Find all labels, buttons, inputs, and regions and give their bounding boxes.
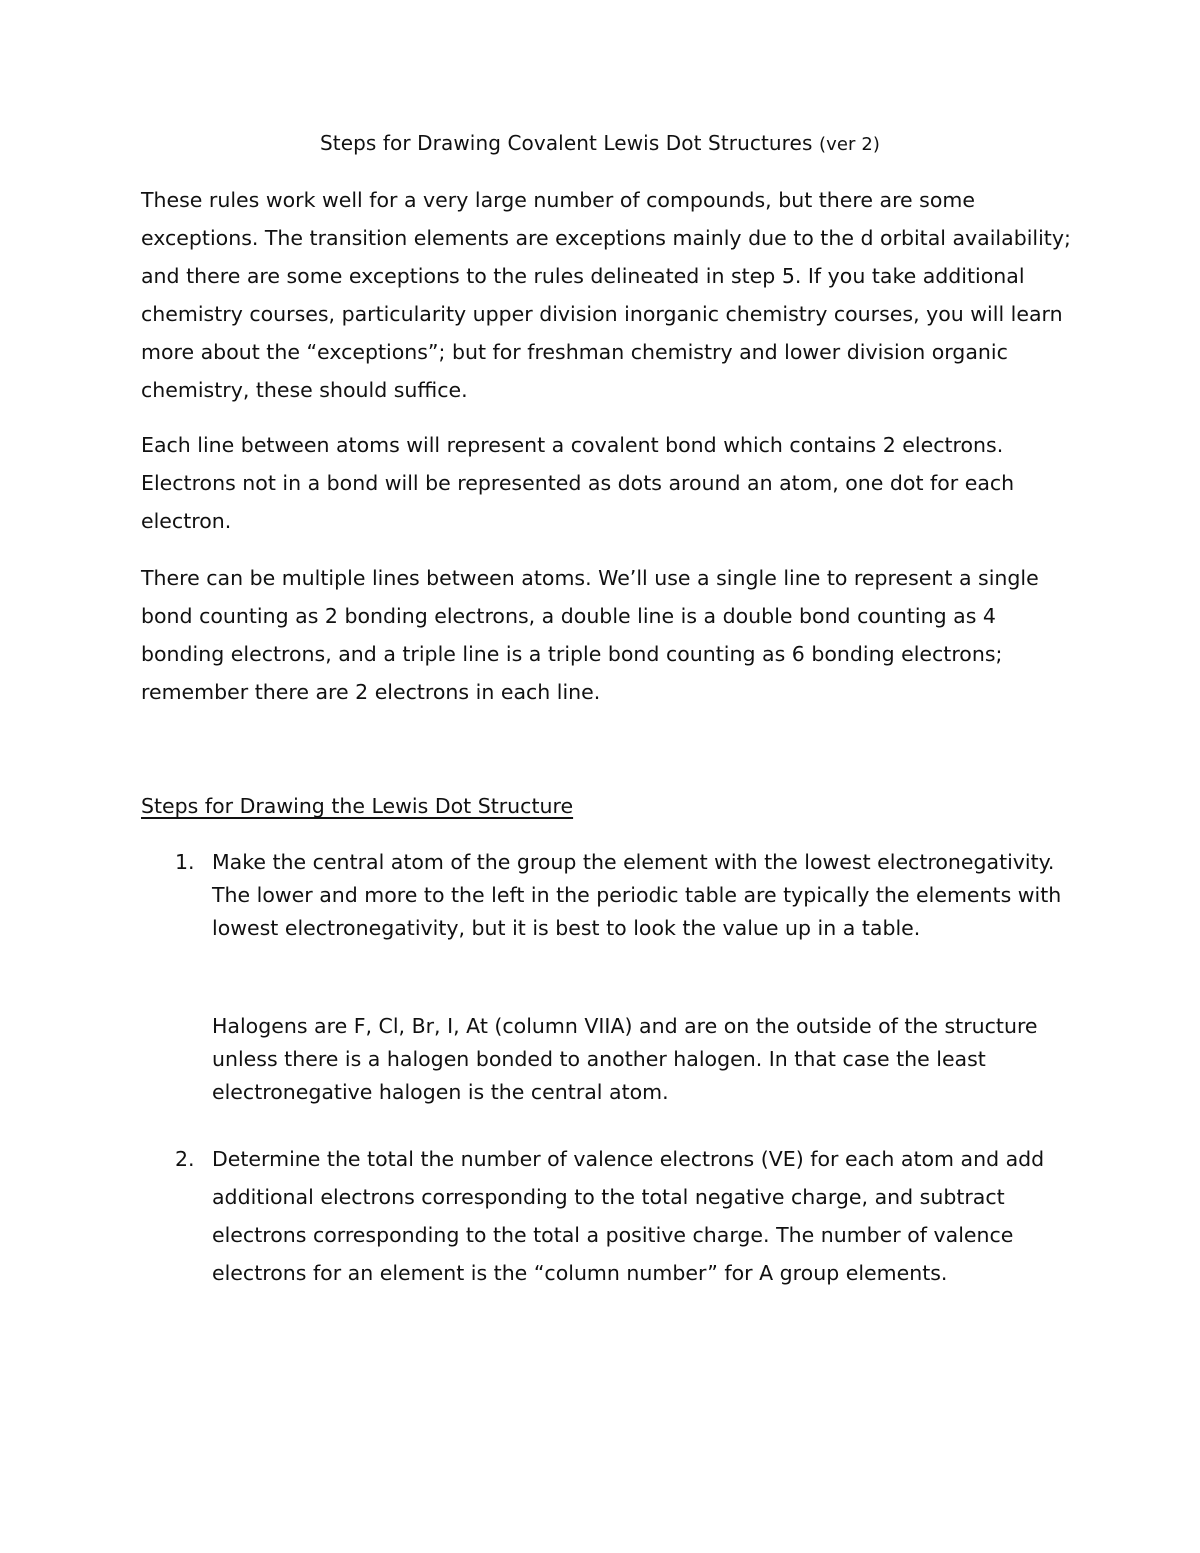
step-number: 2. (175, 1147, 195, 1171)
step-text: Make the central atom of the group the element with the lowest electronegativity. The lower and more to the left in the periodic table are typically the elements with lowest electronegativity, but it is best to look the value up in a table. (212, 850, 1062, 940)
intro-paragraph-multiple-bonds: There can be multiple lines between atoms. We’ll use a single line to represent a single bond counting as 2 bonding electrons, a double line is a double bond counting as 4 bonding electrons, and a triple line is a triple bond counting as 6 bonding electrons; remember there are 2 electrons in each line. (141, 566, 1039, 704)
document-title (0, 128, 1200, 160)
title-version: (ver 2) (818, 134, 881, 155)
step-text: Determine the total the number of valence electrons (VE) for each atom and add additional electrons corresponding to the total negative charge, and subtract electrons corresponding to the total a positive charge. The number of valence electrons for an element is the “column number” for A group elements. (212, 1147, 1045, 1285)
intro-paragraph-exceptions: These rules work well for a very large number of compounds, but there are some exceptions. The transition elements are exceptions mainly due to the d orbital availability; and there are some exceptions to the rules delineated in step 5. If you take additional chemistry courses, particularity upper division inorganic chemistry courses, you will learn more about the “exceptions”; but for freshman chemistry and lower division organic chemistry, these should suffice. (141, 188, 1071, 402)
intro-paragraph-bond-lines: Each line between atoms will represent a covalent bond which contains 2 electrons. Electrons not in a bond will be represented as dots around an atom, one dot for each electron. (141, 433, 1015, 533)
step-number: 1. (175, 850, 195, 874)
step-note-halogens: Halogens are F, Cl, Br, I, At (column VIIA) and are on the outside of the structure unless there is a halogen bonded to another halogen. In that case the least electronegative halogen is the central atom. (212, 1014, 1038, 1104)
title-text: Steps for Drawing Covalent Lewis Dot Structures (319, 131, 813, 155)
section-heading: Steps for Drawing the Lewis Dot Structure (141, 794, 574, 818)
